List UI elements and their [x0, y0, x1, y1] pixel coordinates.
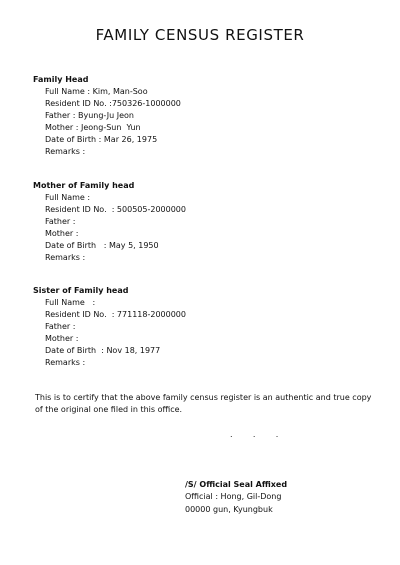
sister-full-name: Full Name : — [45, 298, 96, 307]
certification-statement-line-1: This is to certify that the above family census register is an authentic and true copy — [35, 393, 372, 402]
sister-date-of-birth: Date of Birth : Nov 18, 1977 — [45, 346, 161, 355]
section-heading-family-head: Family Head — [33, 75, 89, 84]
family-head-mother: Mother : Jeong-Sun Yun — [45, 123, 141, 132]
sister-remarks: Remarks : — [45, 358, 86, 367]
family-head-father: Father : Byung-Ju Jeon — [45, 111, 134, 120]
family-head-remarks: Remarks : — [45, 147, 86, 156]
sister-resident-id: Resident ID No. : 771118-2000000 — [45, 310, 186, 319]
mother-remarks: Remarks : — [45, 253, 86, 262]
section-heading-mother: Mother of Family head — [33, 181, 135, 190]
document-title: FAMILY CENSUS REGISTER — [95, 26, 305, 44]
sister-father: Father : — [45, 322, 76, 331]
office-location: 00000 gun, Kyungbuk — [185, 505, 273, 514]
official-name: Official : Hong, Gil-Dong — [185, 492, 282, 501]
mother-date-of-birth: Date of Birth : May 5, 1950 — [45, 241, 159, 250]
section-heading-sister: Sister of Family head — [33, 286, 129, 295]
family-head-resident-id: Resident ID No. :750326-1000000 — [45, 99, 181, 108]
mother-resident-id: Resident ID No. : 500505-2000000 — [45, 205, 186, 214]
sister-mother: Mother : — [45, 334, 79, 343]
mother-father: Father : — [45, 217, 76, 226]
mother-full-name: Full Name : — [45, 193, 91, 202]
official-seal-text: /S/ Official Seal Affixed — [185, 480, 288, 489]
certification-statement-line-2: of the original one filed in this office. — [35, 405, 183, 414]
mother-mother: Mother : — [45, 229, 79, 238]
family-head-full-name: Full Name : Kim, Man-Soo — [45, 87, 148, 96]
date-placeholder: . . . — [230, 430, 279, 439]
family-head-date-of-birth: Date of Birth : Mar 26, 1975 — [45, 135, 158, 144]
